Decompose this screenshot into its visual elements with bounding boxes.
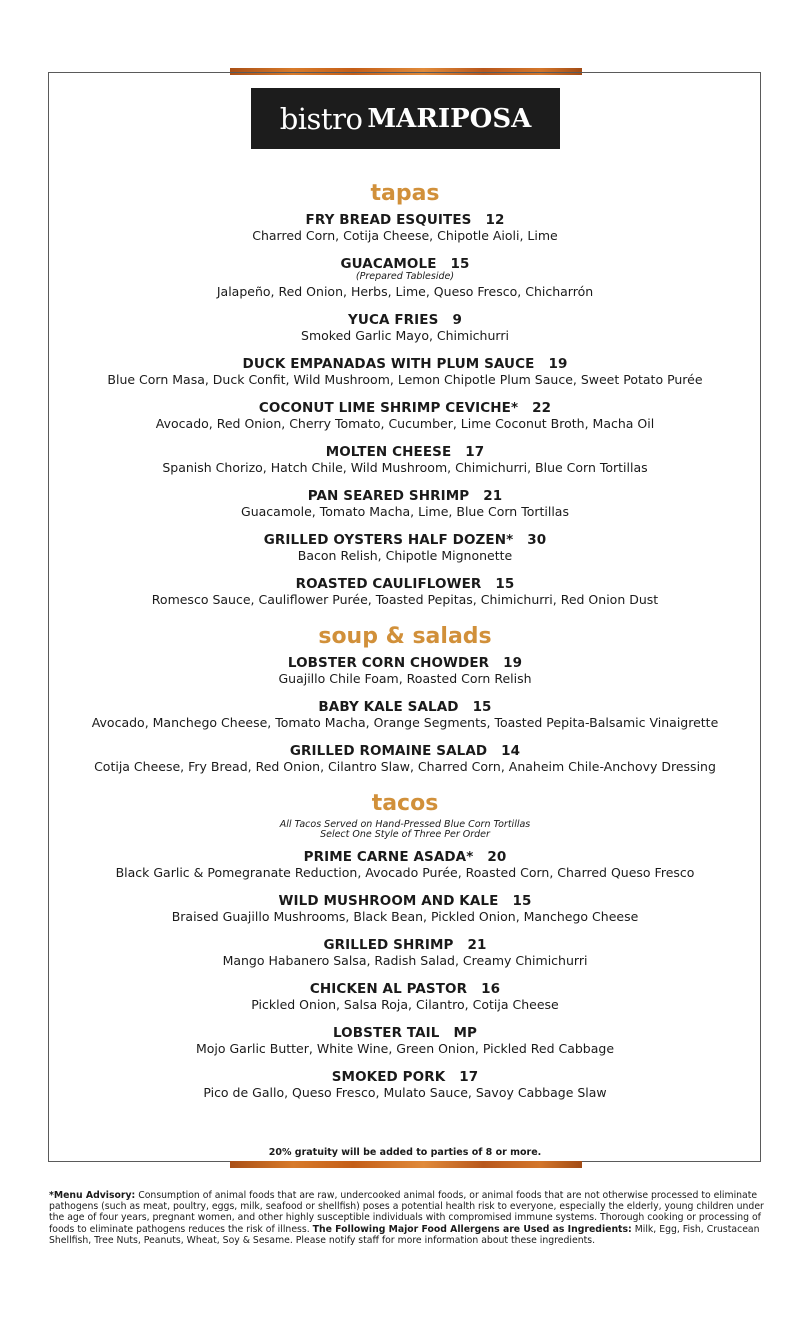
menu-item-desc: Guacamole, Tomato Macha, Lime, Blue Corn Tortillas	[241, 504, 569, 519]
advisory-text: Consumption of animal foods that are raw, undercooked animal foods, or animal foods that are not otherwise processed to eliminate pathogens (such as meat, poultry, eggs, milk, seafood or shellfish) poses a potential health risk to everyone, especially the elderly, young children under the age of four years, pregnant women, and other highly susceptible individuals with compromised immune systems. Thorough cooking or processing of foods to eliminate pathogens reduces the risk of illness.	[49, 1190, 764, 1235]
menu-item-name: GUACAMOLE 15	[340, 256, 470, 272]
allergen-text: Milk, Egg, Fish, Crustacean Shellfish, Tree Nuts, Peanuts, Wheat, Soy & Sesame. Please notify staff for more information about these ingredients.	[49, 1223, 760, 1246]
menu-item-desc: Romesco Sauce, Cauliflower Purée, Toasted Pepitas, Chimichurri, Red Onion Dust	[151, 592, 659, 607]
restaurant-logo	[251, 88, 560, 149]
logo-name-bold: MARIPOSA	[367, 103, 532, 134]
menu-item-desc: Spanish Chorizo, Hatch Chile, Wild Mushroom, Chimichurri, Blue Corn Tortillas	[162, 460, 648, 475]
section-title-soup-salads: soup & salads	[318, 624, 492, 649]
menu-item-name: GRILLED OYSTERS HALF DOZEN* 30	[263, 532, 547, 548]
menu-item-desc: Charred Corn, Cotija Cheese, Chipotle Aioli, Lime	[252, 228, 558, 243]
menu-item-name: GRILLED SHRIMP 21	[323, 937, 487, 953]
menu-item-desc: Pico de Gallo, Queso Fresco, Mulato Sauce, Savoy Cabbage Slaw	[203, 1085, 607, 1100]
menu-item-desc: Mango Habanero Salsa, Radish Salad, Creamy Chimichurri	[222, 953, 588, 968]
menu-item-desc: Mojo Garlic Butter, White Wine, Green Onion, Pickled Red Cabbage	[195, 1041, 615, 1056]
section-note: Select One Style of Three Per Order	[320, 829, 490, 840]
menu-item-desc: Avocado, Manchego Cheese, Tomato Macha, Orange Segments, Toasted Pepita-Balsamic Vinaigrette	[91, 715, 719, 730]
menu-item-name: YUCA FRIES 9	[348, 312, 462, 328]
menu-item-name: COCONUT LIME SHRIMP CEVICHE* 22	[258, 400, 552, 416]
menu-item-name: BABY KALE SALAD 15	[318, 699, 492, 715]
section-note: All Tacos Served on Hand-Pressed Blue Corn Tortillas	[279, 819, 531, 830]
menu-item-name: SMOKED PORK 17	[331, 1069, 479, 1085]
menu-item-desc: Braised Guajillo Mushrooms, Black Bean, Pickled Onion, Manchego Cheese	[171, 909, 639, 924]
menu-item-desc: Smoked Garlic Mayo, Chimichurri	[301, 328, 509, 343]
menu-item-desc: Guajillo Chile Foam, Roasted Corn Relish	[278, 671, 532, 686]
menu-item-note: (Prepared Tableside)	[355, 271, 455, 282]
menu-item-name: PRIME CARNE ASADA* 20	[303, 849, 507, 865]
bottom-wood-bar	[230, 1161, 582, 1168]
gratuity-notice: 20% gratuity will be added to parties of 8 or more.	[268, 1147, 542, 1158]
menu-item-desc: Black Garlic & Pomegranate Reduction, Avocado Purée, Roasted Corn, Charred Queso Fresco	[115, 865, 695, 880]
menu-item-desc: Bacon Relish, Chipotle Mignonette	[297, 548, 513, 563]
menu-item-name: MOLTEN CHEESE 17	[325, 444, 485, 460]
menu-item-desc: Blue Corn Masa, Duck Confit, Wild Mushroom, Lemon Chipotle Plum Sauce, Sweet Potato Purée	[107, 372, 703, 387]
menu-item-name: DUCK EMPANADAS WITH PLUM SAUCE 19	[242, 356, 568, 372]
allergen-label: The Following Major Food Allergens are Used as Ingredients:	[312, 1223, 632, 1235]
menu-item-name: PAN SEARED SHRIMP 21	[307, 488, 503, 504]
menu-item-name: GRILLED ROMAINE SALAD 14	[289, 743, 521, 759]
menu-advisory	[49, 1190, 764, 1246]
menu-item-desc: Avocado, Red Onion, Cherry Tomato, Cucumber, Lime Coconut Broth, Macha Oil	[155, 416, 655, 431]
menu-item-name: LOBSTER TAIL MP	[332, 1025, 478, 1041]
menu-item-desc: Jalapeño, Red Onion, Herbs, Lime, Queso Fresco, Chicharrón	[216, 284, 594, 299]
menu-item-desc: Cotija Cheese, Fry Bread, Red Onion, Cilantro Slaw, Charred Corn, Anaheim Chile-Anchovy Dressing	[94, 759, 716, 774]
advisory-label: *Menu Advisory:	[49, 1190, 136, 1201]
section-title-tacos: tacos	[371, 791, 439, 816]
menu-item-name: LOBSTER CORN CHOWDER 19	[287, 655, 523, 671]
section-title-tapas: tapas	[370, 181, 440, 206]
menu-item-name: ROASTED CAULIFLOWER 15	[295, 576, 515, 592]
menu-item-name: WILD MUSHROOM AND KALE 15	[278, 893, 532, 909]
menu-item-name: CHICKEN AL PASTOR 16	[309, 981, 501, 997]
menu-item-name: FRY BREAD ESQUITES 12	[305, 212, 505, 228]
logo-name-light: bistro	[279, 101, 363, 136]
menu-item-desc: Pickled Onion, Salsa Roja, Cilantro, Cotija Cheese	[251, 997, 559, 1012]
